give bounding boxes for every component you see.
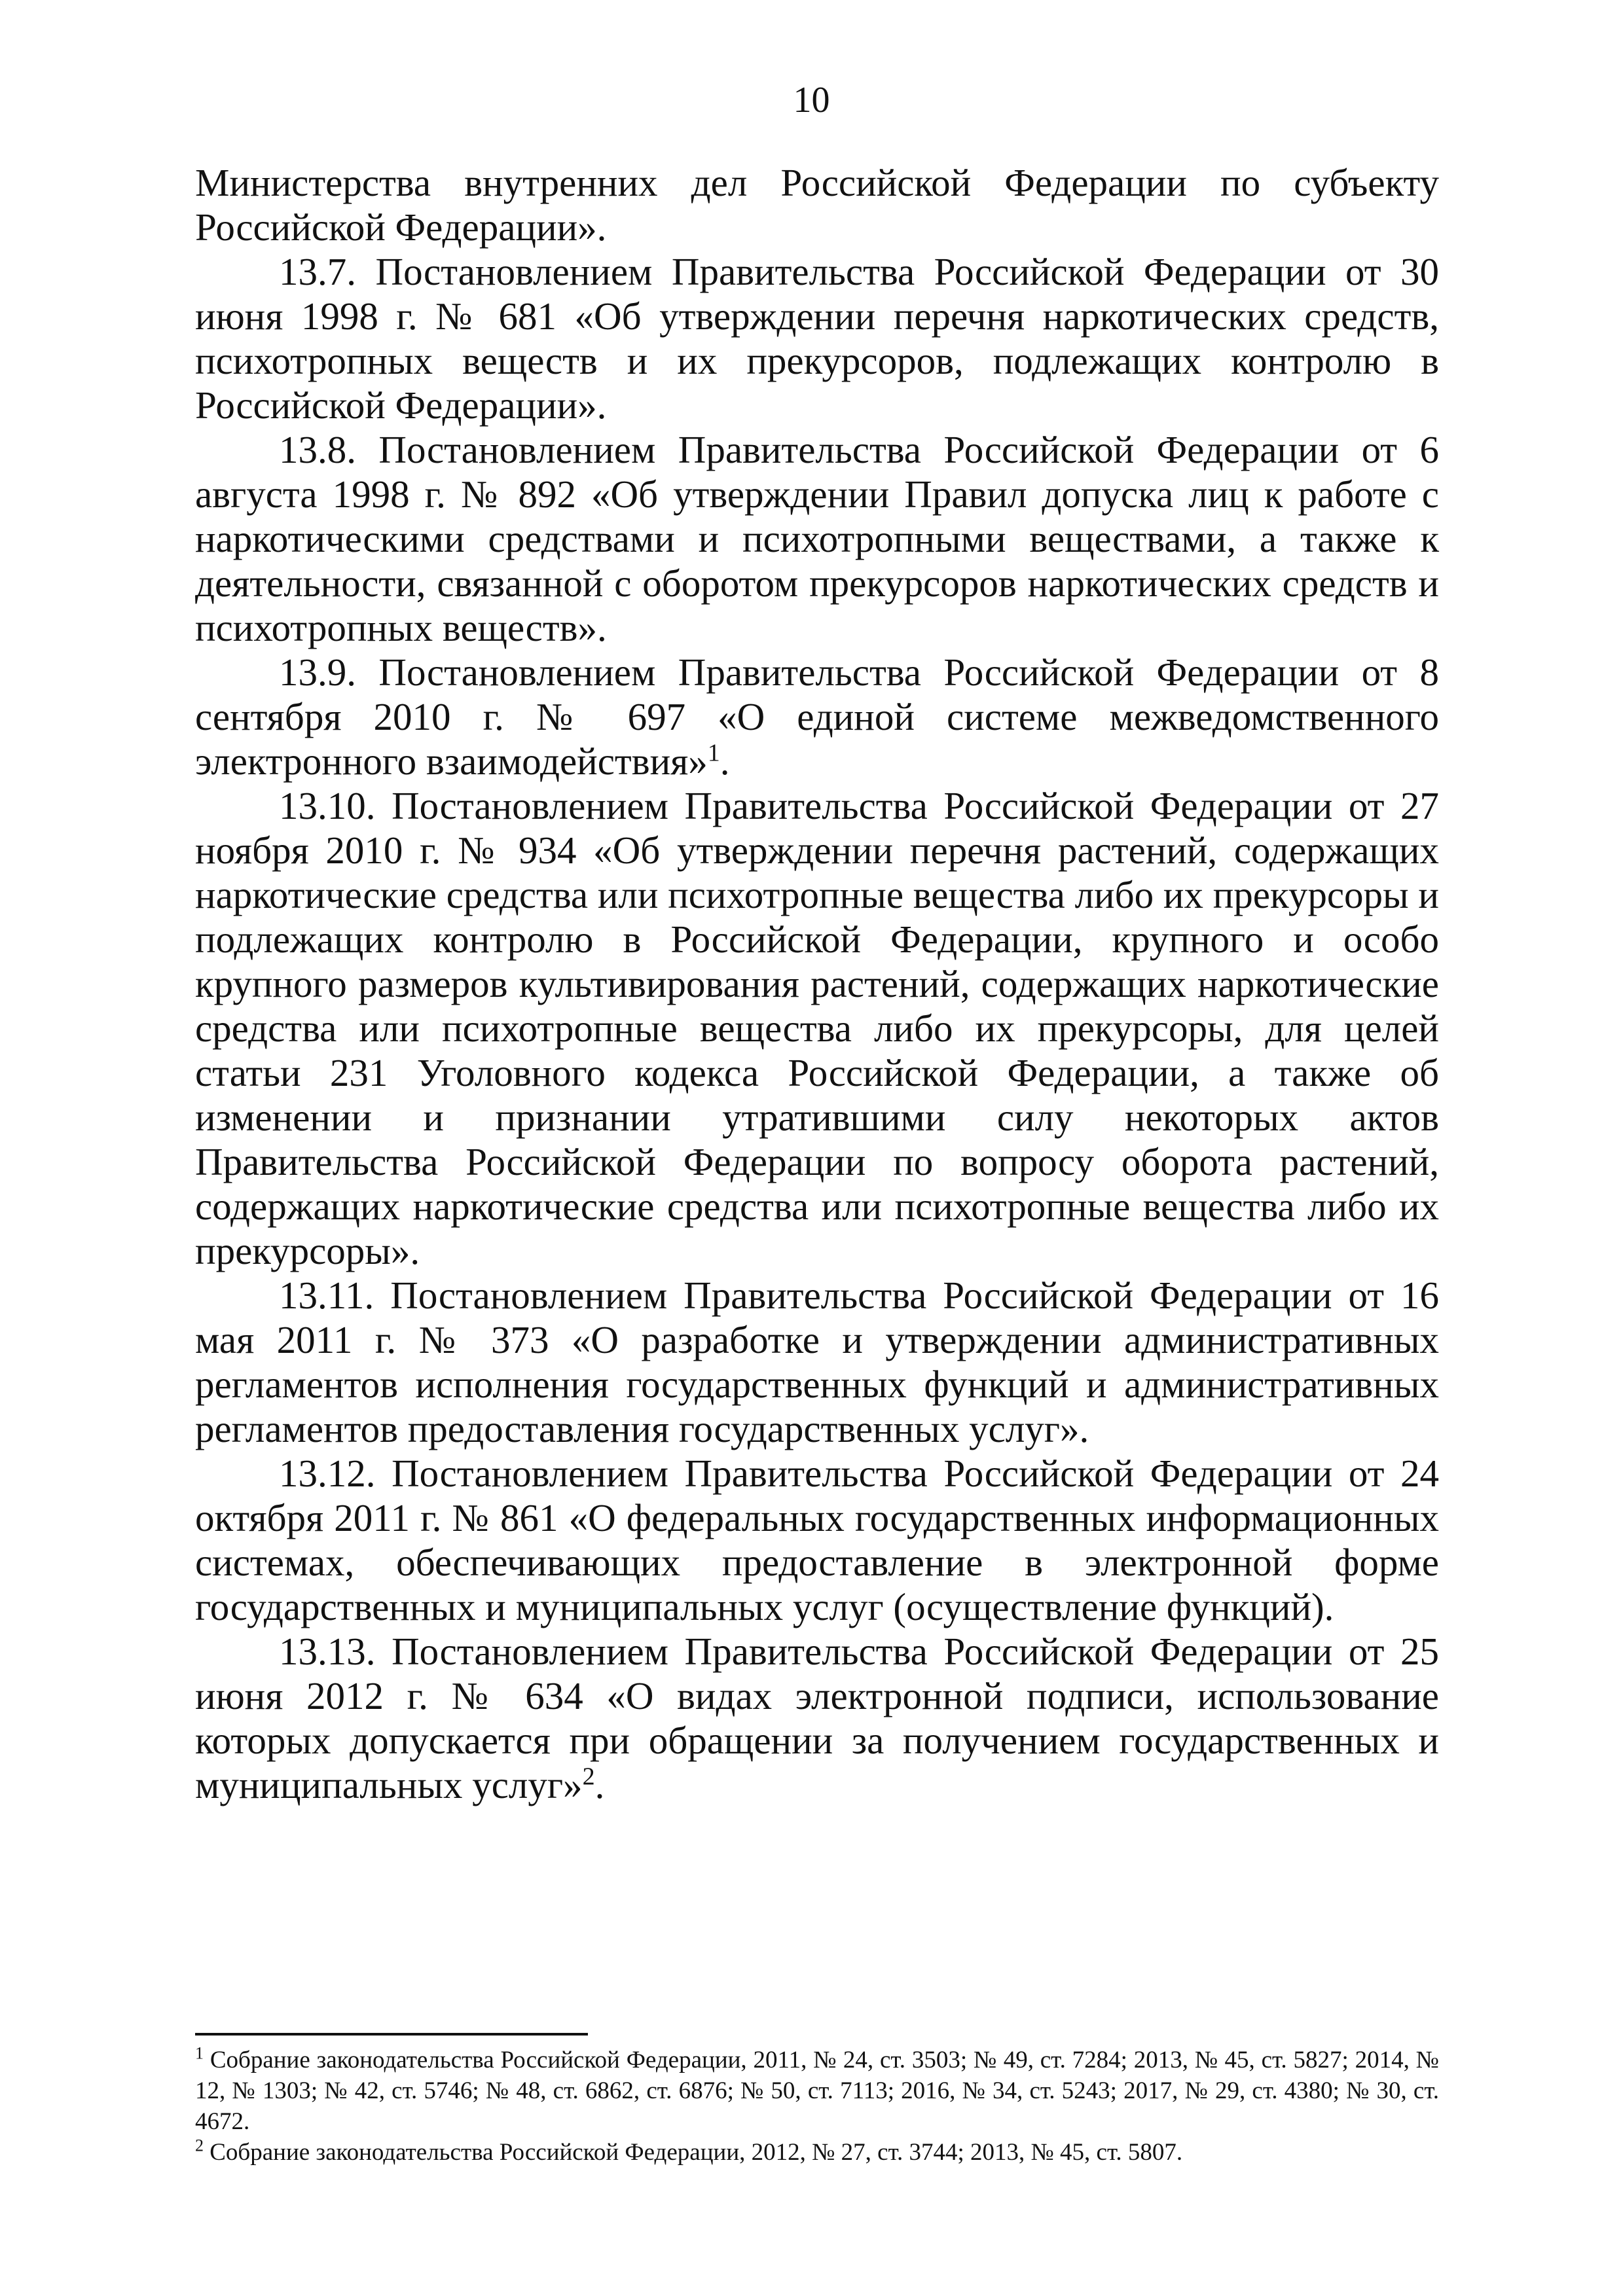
footnote-marker: 2 xyxy=(195,2136,204,2155)
paragraph-text: 13.12. Постановлением Правительства Российской Федерации от 24 октября 2011 г. № 861 «О федеральных государственных информационных системах, обеспечивающих предоставление в электронной форме государственных и муниципальных услуг (осуществление функций). xyxy=(195,1452,1439,1628)
paragraph-13-8 xyxy=(195,427,1439,650)
paragraph-text: 13.9. Постановлением Правительства Российской Федерации от 8 сентября 2010 г. № 697 «О единой системе межведомственного электронного взаимодействия» xyxy=(195,651,1439,783)
paragraph-text: 13.8. Постановлением Правительства Российской Федерации от 6 августа 1998 г. № 892 «Об утверждении Правил допуска лиц к работе с наркотическими средствами и психотропными веществами, а также к деятельности, связанной с оборотом прекурсоров наркотических средств и психотропных веществ». xyxy=(195,428,1439,649)
paragraph-end-punct: . xyxy=(720,740,730,783)
paragraph-continuation xyxy=(195,160,1439,249)
paragraph-13-9 xyxy=(195,650,1439,783)
footnote-text: Собрание законодательства Российской Федерации, 2012, № 27, ст. 3744; 2013, № 45, ст. 5807. xyxy=(210,2139,1183,2166)
footnote-marker: 1 xyxy=(195,2043,204,2063)
paragraph-13-12 xyxy=(195,1451,1439,1629)
footnote-separator xyxy=(195,2033,588,2036)
paragraph-text: 13.7. Постановлением Правительства Российской Федерации от 30 июня 1998 г. № 681 «Об утверждении перечня наркотических средств, психотропных веществ и их прекурсоров, подлежащих контролю в Российской Федерации». xyxy=(195,250,1439,427)
footnote-reference-2[interactable]: 2 xyxy=(582,1763,595,1791)
paragraph-13-13 xyxy=(195,1629,1439,1807)
paragraph-text: 13.10. Постановлением Правительства Российской Федерации от 27 ноября 2010 г. № 934 «Об утверждении перечня растений, содержащих наркотические средства или психотропные вещества либо их прекурсоры и подлежащих контролю в Российской Федерации, крупного и особо крупного размеров культивирования растений, содержащих наркотические средства или психотропные вещества либо их прекурсоры, для целей статьи 231 Уголовного кодекса Российской Федерации, а также об изменении и признании утратившими силу некоторых актов Правительства Российской Федерации по вопросу оборота растений, содержащих наркотические средства или психотропные вещества либо их прекурсоры». xyxy=(195,784,1439,1272)
paragraph-text: Министерства внутренних дел Российской Федерации по субъекту Российской Федерации». xyxy=(195,161,1439,249)
footnote-text: Собрание законодательства Российской Федерации, 2011, № 24, ст. 3503; № 49, ст. 7284; 2013, № 45, ст. 5827; 2014, № 12, № 1303; № 42, ст. 5746; № 48, ст. 6862, ст. 6876; № 50, ст. 7113; 2016, № 34, ст. 5243; 2017, № 29, ст. 4380; № 30, ст. 4672. xyxy=(195,2047,1439,2135)
footnote-reference-1[interactable]: 1 xyxy=(707,739,720,767)
paragraph-13-10 xyxy=(195,783,1439,1273)
paragraph-end-punct: . xyxy=(594,1763,605,1806)
paragraph-13-11 xyxy=(195,1273,1439,1451)
footnotes xyxy=(195,2045,1439,2168)
page-number: 10 xyxy=(793,80,830,120)
document-body xyxy=(195,160,1439,1807)
paragraph-text: 13.11. Постановлением Правительства Российской Федерации от 16 мая 2011 г. № 373 «О разработке и утверждении административных регламентов исполнения государственных функций и административных регламентов предоставления государственных услуг». xyxy=(195,1274,1439,1450)
footnote-1 xyxy=(195,2045,1439,2137)
paragraph-text: 13.13. Постановлением Правительства Российской Федерации от 25 июня 2012 г. № 634 «О видах электронной подписи, использование которых допускается при обращении за получением государственных и муниципальных услуг» xyxy=(195,1630,1439,1806)
footnote-2 xyxy=(195,2137,1439,2168)
paragraph-13-7 xyxy=(195,249,1439,427)
